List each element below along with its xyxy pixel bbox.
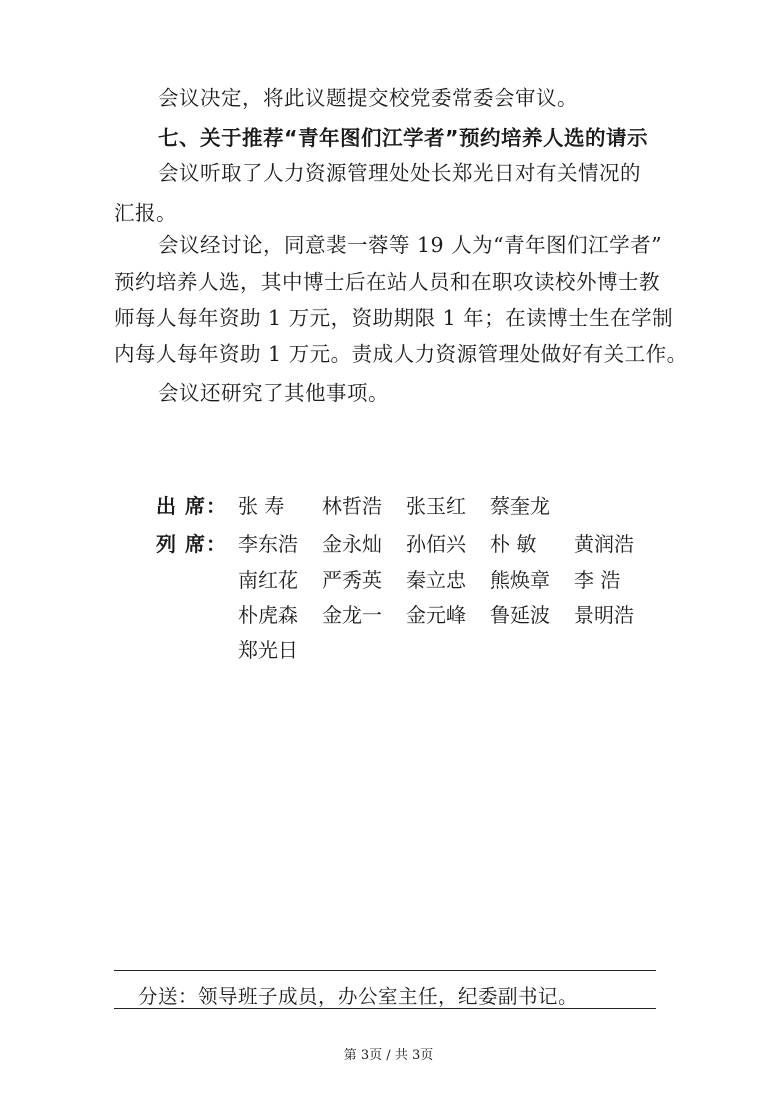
observer-name: 金元峰	[406, 603, 466, 627]
paragraph-2-line-1: 会议经讨论，同意裴一蓉等 19 人为“青年图们江学者”	[158, 233, 663, 257]
observers-row-3	[156, 597, 658, 633]
paragraph-3: 会议还研究了其他事项。	[158, 381, 389, 405]
observer-name: 鲁延波	[490, 603, 550, 627]
body-line-decision: 会议决定，将此议题提交校党委常委会审议。	[158, 86, 578, 110]
attendee-name: 蔡奎龙	[490, 494, 550, 518]
footer-top-rule	[114, 970, 656, 971]
section-heading-seven: 七、关于推荐“青年图们江学者”预约培养人选的请示	[158, 126, 648, 150]
observer-name: 李东浩	[238, 532, 298, 556]
observer-name: 朴虎森	[238, 603, 298, 627]
observer-name: 金龙一	[322, 603, 382, 627]
present-row	[156, 488, 574, 524]
observers-label: 列 席：	[156, 532, 227, 556]
paragraph-2-line-2: 预约培养人选，其中博士后在站人员和在职攻读校外博士教	[114, 270, 660, 294]
observer-name: 黄润浩	[574, 532, 634, 556]
attendee-name: 张 寿	[238, 494, 285, 518]
observer-name: 熊焕章	[490, 568, 550, 592]
observer-name: 严秀英	[322, 568, 382, 592]
observers-row-2	[156, 562, 658, 598]
present-label: 出 席：	[156, 494, 227, 518]
observer-name: 朴 敏	[490, 532, 537, 556]
observers-row-1	[156, 526, 658, 562]
paragraph-1-line-1: 会议听取了人力资源管理处处长郑光日对有关情况的	[158, 161, 641, 185]
footer-bottom-rule	[114, 1008, 656, 1009]
observer-name: 李 浩	[574, 568, 621, 592]
attendee-name: 张玉红	[406, 494, 466, 518]
observer-name: 秦立忠	[406, 568, 466, 592]
observers-row-4	[156, 632, 322, 668]
observer-name: 郑光日	[238, 638, 298, 662]
observer-name: 孙佰兴	[406, 532, 466, 556]
observer-name: 景明浩	[574, 603, 634, 627]
observer-name: 南红花	[238, 568, 298, 592]
observer-name: 金永灿	[322, 532, 382, 556]
distribution-list: 分送：领导班子成员，办公室主任，纪委副书记。	[138, 985, 579, 1008]
paragraph-2-line-3: 师每人每年资助 1 万元，资助期限 1 年；在读博士生在学制	[114, 306, 674, 330]
paragraph-2-line-4: 内每人每年资助 1 万元。责成人力资源管理处做好有关工作。	[114, 342, 688, 366]
attendee-name: 林哲浩	[322, 494, 382, 518]
page-number: 第 3页 / 共 3页	[343, 1048, 434, 1063]
paragraph-1-line-2: 汇报。	[114, 201, 177, 225]
